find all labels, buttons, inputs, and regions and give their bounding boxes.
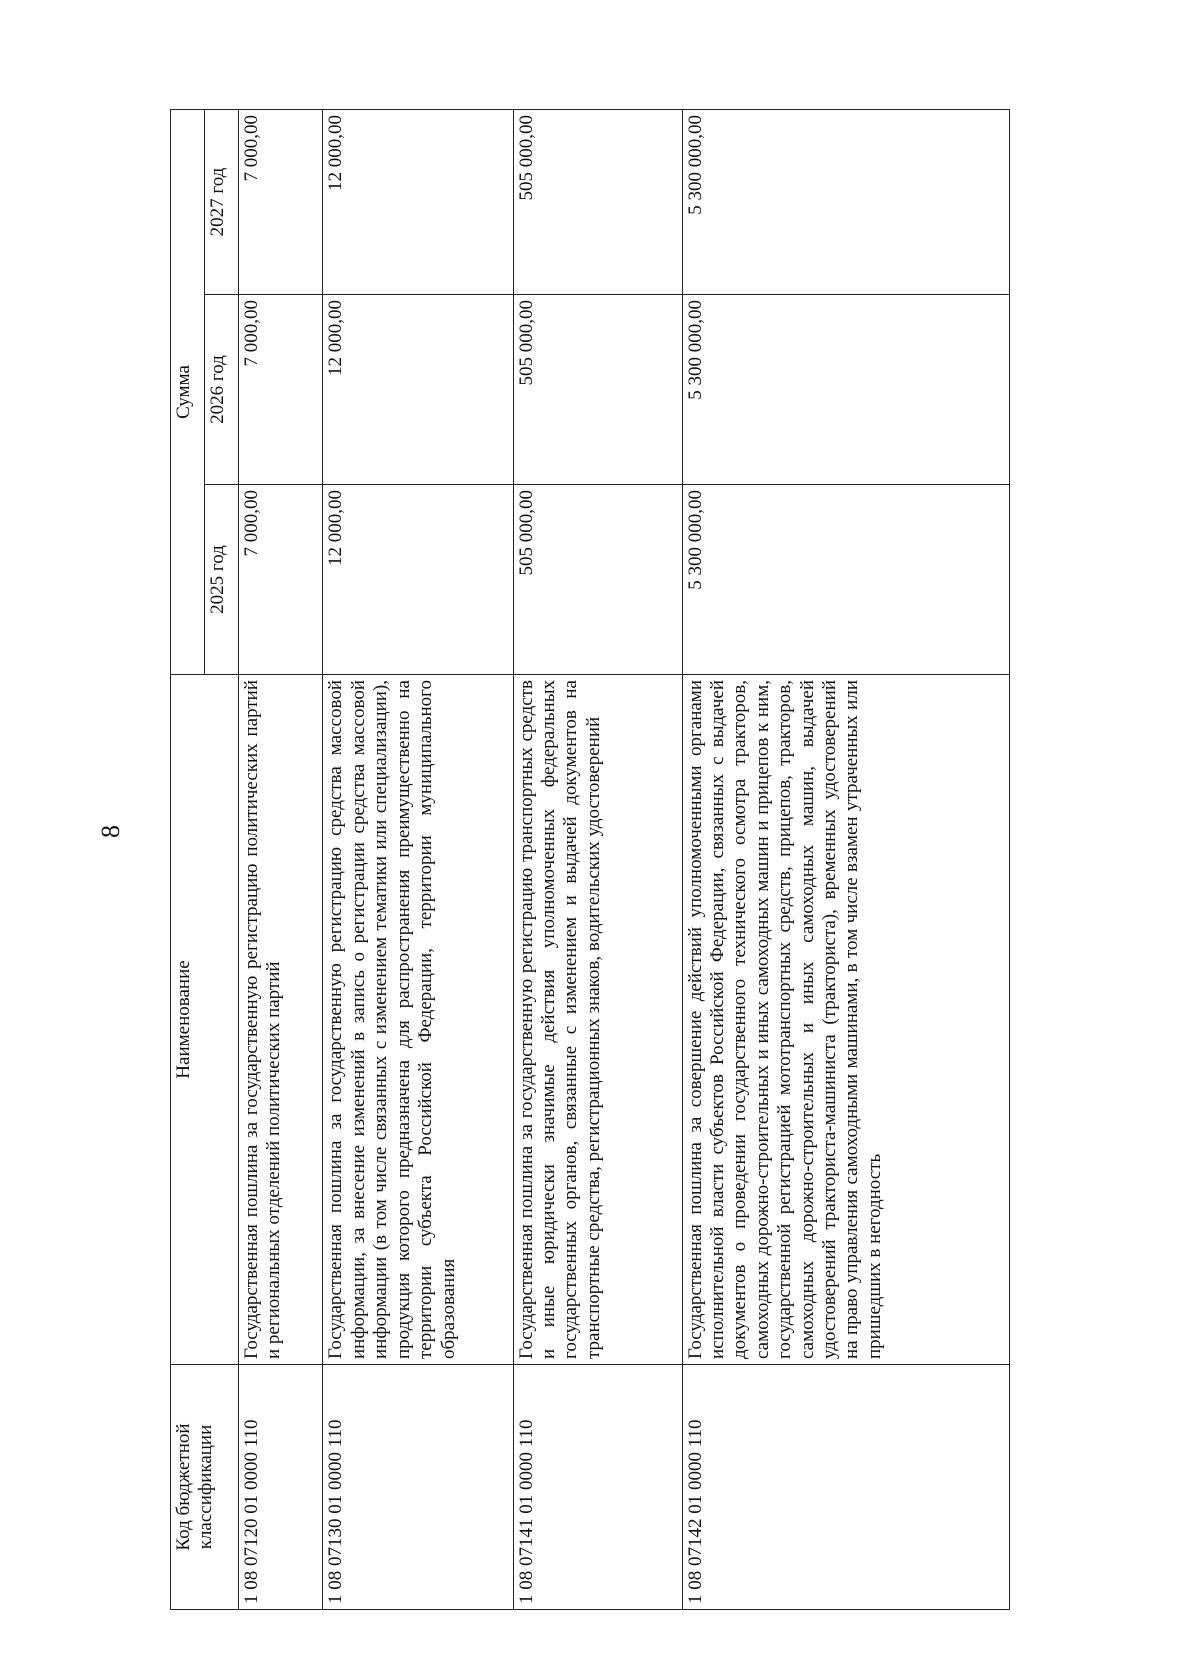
budget-table xyxy=(170,109,1010,1610)
table-row xyxy=(513,109,682,1609)
header-year-2027: 2027 год xyxy=(205,109,239,294)
header-year-2026: 2026 год xyxy=(205,295,239,485)
row-amount-2026: 505 000,00 xyxy=(513,295,682,485)
row-amount-2025: 5 300 000,00 xyxy=(682,485,1009,675)
row-amount-2025: 7 000,00 xyxy=(239,485,323,675)
budget-table-rotated xyxy=(170,110,1010,1610)
page-number: 8 xyxy=(96,825,125,838)
header-code: Код бюджетной классификации xyxy=(171,1365,239,1610)
row-amount-2027: 7 000,00 xyxy=(239,109,323,294)
row-amount-2026: 5 300 000,00 xyxy=(682,295,1009,485)
table-row xyxy=(682,109,1009,1609)
row-amount-2026: 7 000,00 xyxy=(239,295,323,485)
row-amount-2026: 12 000,00 xyxy=(323,295,513,485)
table-row xyxy=(323,109,513,1609)
row-name: Государственная пошлина за совершение действий уполномоченными органами исполнительной власти субъектов Российской Федерации, связанных с выдачей документов о проведении государственного технического осмотра тракторов, самоходных дорожно-строительных и иных самоходных машин и прицепов к ним, государственной регистрацией мототранспортных средств, прицепов, тракторов, самоходных дорожно-строительных и иных самоходных машин, выдачей удостоверений тракториста-машиниста (тракториста), временных удостоверений на право управления самоходными машинами, в том числе взамен утраченных или пришедших в негодность xyxy=(682,675,1009,1365)
table-row xyxy=(239,109,323,1609)
header-year-2025: 2025 год xyxy=(205,485,239,675)
row-amount-2025: 505 000,00 xyxy=(513,485,682,675)
row-code: 1 08 07141 01 0000 110 xyxy=(513,1365,682,1610)
header-sum: Сумма xyxy=(171,109,205,674)
row-amount-2027: 12 000,00 xyxy=(323,109,513,294)
row-name: Государственная пошлина за государственную регистрацию политических партий и региональных отделений политических партий xyxy=(239,675,323,1365)
row-code: 1 08 07120 01 0000 110 xyxy=(239,1365,323,1610)
header-name: Наименование xyxy=(171,675,239,1365)
row-code: 1 08 07142 01 0000 110 xyxy=(682,1365,1009,1610)
row-amount-2027: 505 000,00 xyxy=(513,109,682,294)
row-name: Государственная пошлина за государственную регистрацию средства массовой информации, за внесение изменений в запись о регистрации средства массовой информации (в том числе связанных с изменением тематики или специализации), продукция которого предназначена для распространения преимущественно на территории субъекта Российской Федерации, территории муниципального образования xyxy=(323,675,513,1365)
row-amount-2027: 5 300 000,00 xyxy=(682,109,1009,294)
row-name: Государственная пошлина за государственную регистрацию транспортных средств и иные юридически значимые действия уполномоченных федеральных государственных органов, связанные с изменением и выдачей документов на транспортные средства, регистрационных знаков, водительских удостоверений xyxy=(513,675,682,1365)
row-amount-2025: 12 000,00 xyxy=(323,485,513,675)
row-code: 1 08 07130 01 0000 110 xyxy=(323,1365,513,1610)
